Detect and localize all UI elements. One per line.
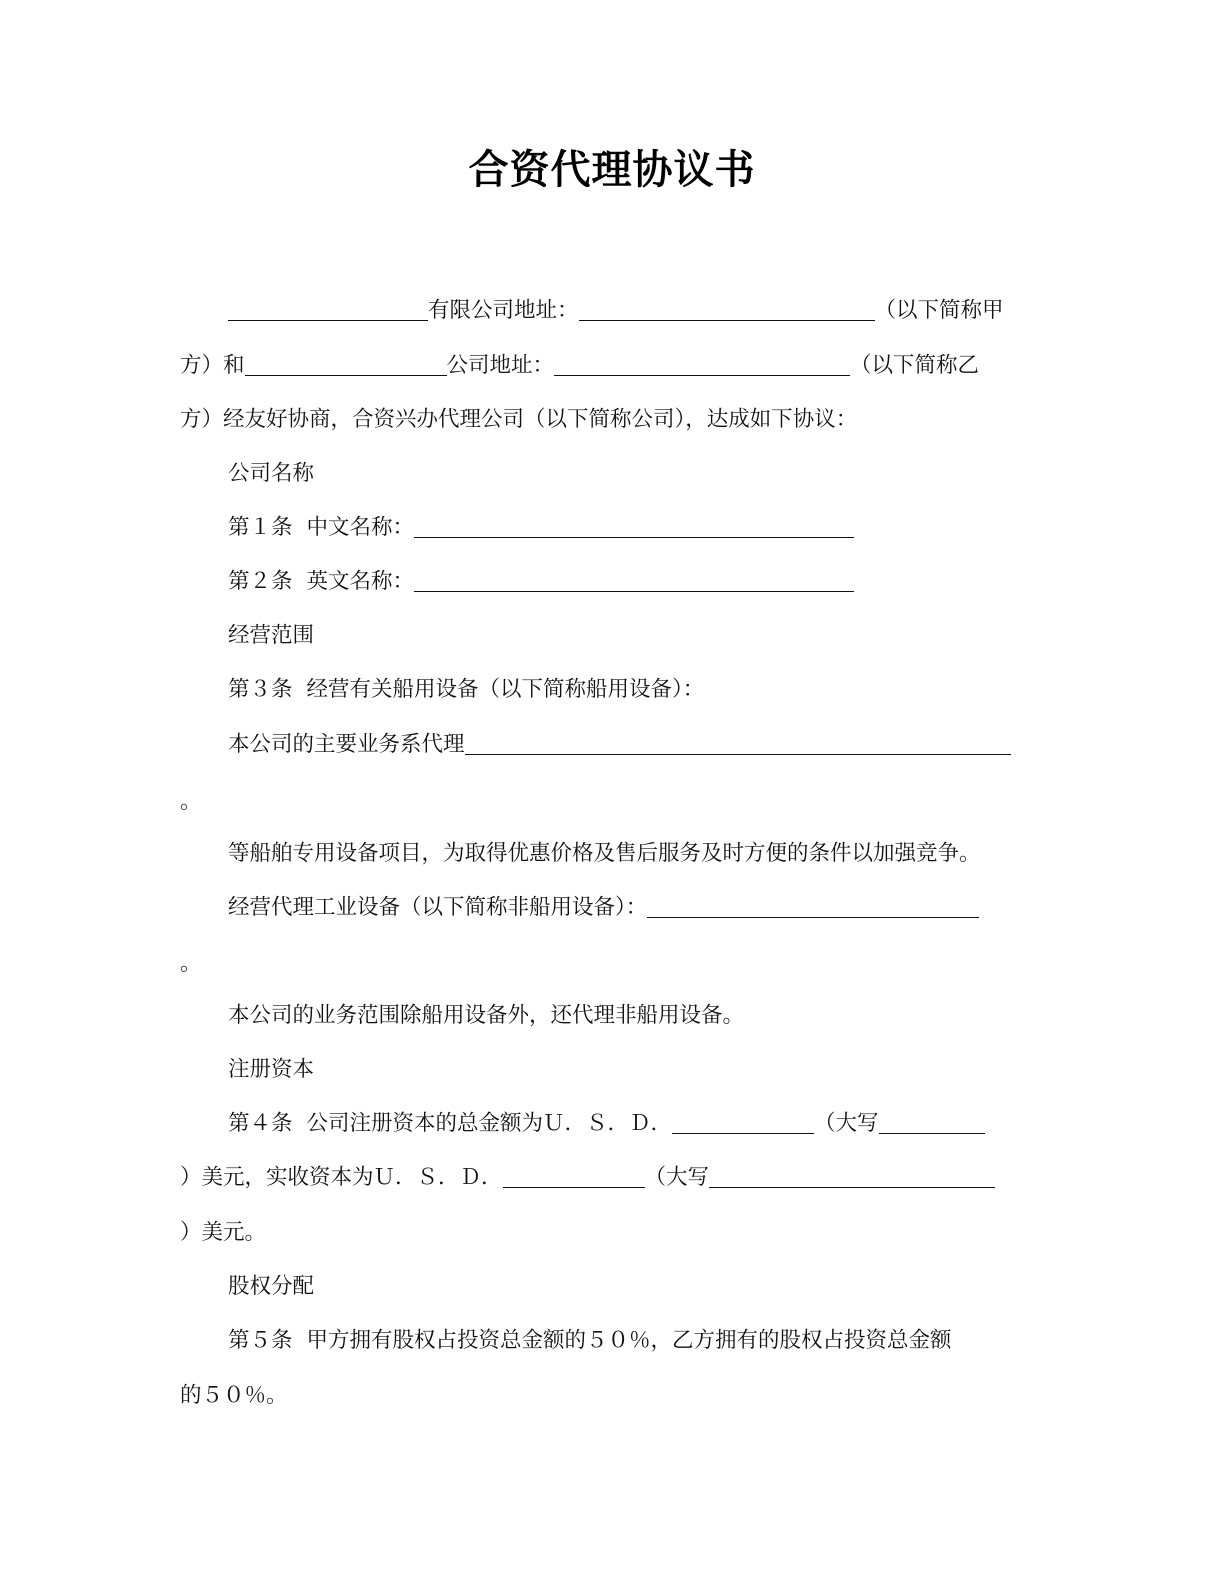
agreement-intro: 方）经友好协商，合资兴办代理公司（以下简称公司），达成如下协议： xyxy=(180,407,858,432)
main-business-text: 本公司的主要业务系代理 xyxy=(228,732,465,757)
paid-in-daxie: （大写 xyxy=(644,1165,710,1190)
party-b-abbrev: （以下简称乙 xyxy=(850,353,980,378)
paid-in-capital-words-blank[interactable] xyxy=(709,1165,995,1188)
article-1 xyxy=(228,510,854,546)
article-2 xyxy=(228,564,854,600)
party-b-name-blank[interactable] xyxy=(245,353,447,376)
party-b-prefix: 方）和 xyxy=(180,353,245,378)
party-b-label: 公司地址： xyxy=(446,353,555,378)
article-2-text: 英文名称： xyxy=(306,569,415,594)
article-5-number: 第５条 xyxy=(228,1328,293,1353)
document-title: 合资代理协议书 xyxy=(468,147,756,193)
industrial-equipment-blank[interactable] xyxy=(647,895,979,918)
party-b-line xyxy=(180,348,979,384)
article-5-end: 的５０％。 xyxy=(180,1383,288,1408)
paid-in-capital-amount-blank[interactable] xyxy=(503,1165,645,1188)
english-name-blank[interactable] xyxy=(414,569,854,592)
registered-capital-words-blank[interactable] xyxy=(879,1111,985,1134)
industrial-equipment-text: 经营代理工业设备（以下简称非船用设备）： xyxy=(228,895,648,920)
party-a-label: 有限公司地址： xyxy=(428,298,579,323)
article-4 xyxy=(228,1106,985,1142)
scope-extra-text: 本公司的业务范围除船用设备外，还代理非船用设备。 xyxy=(228,1003,745,1028)
article-4-daxie: （大写 xyxy=(814,1111,879,1136)
party-a-abbrev: （以下简称甲 xyxy=(874,298,1004,323)
main-business-blank[interactable] xyxy=(465,732,1011,755)
party-b-address-blank[interactable] xyxy=(554,353,850,376)
article-3-number: 第３条 xyxy=(228,677,293,702)
industrial-equipment-line xyxy=(228,890,979,926)
article-2-number: 第２条 xyxy=(228,569,293,594)
chinese-name-blank[interactable] xyxy=(414,515,854,538)
main-business-line xyxy=(228,727,1011,763)
party-a-name-blank[interactable] xyxy=(228,298,428,321)
equipment-items-text: 等船舶专用设备项目，为取得优惠价格及售后服务及时方便的条件以加强竞争。 xyxy=(228,841,981,866)
party-a-line xyxy=(228,293,1004,329)
period-line-2: 。 xyxy=(180,951,202,976)
section-heading-company-name: 公司名称 xyxy=(228,461,315,486)
article-5 xyxy=(228,1323,952,1359)
article-4-text: 公司注册资本的总金额为Ｕ．Ｓ．Ｄ． xyxy=(306,1111,673,1136)
article-4-continued xyxy=(180,1160,995,1196)
paid-in-capital-text: ）美元，实收资本为Ｕ．Ｓ．Ｄ． xyxy=(180,1165,503,1190)
section-heading-scope: 经营范围 xyxy=(228,623,315,648)
section-heading-equity: 股权分配 xyxy=(228,1274,315,1299)
section-heading-capital: 注册资本 xyxy=(228,1057,315,1082)
article-3-text: 经营有关船用设备（以下简称船用设备）： xyxy=(306,677,705,702)
article-1-number: 第１条 xyxy=(228,515,293,540)
period-line-1: 。 xyxy=(180,789,202,814)
party-a-address-blank[interactable] xyxy=(579,298,875,321)
article-4-number: 第４条 xyxy=(228,1111,293,1136)
article-3 xyxy=(228,672,704,708)
article-1-text: 中文名称： xyxy=(306,515,415,540)
article-5-text: 甲方拥有股权占投资总金额的５０％，乙方拥有的股权占投资总金额 xyxy=(306,1328,952,1353)
article-4-end: ）美元。 xyxy=(180,1220,267,1245)
registered-capital-amount-blank[interactable] xyxy=(672,1111,814,1134)
